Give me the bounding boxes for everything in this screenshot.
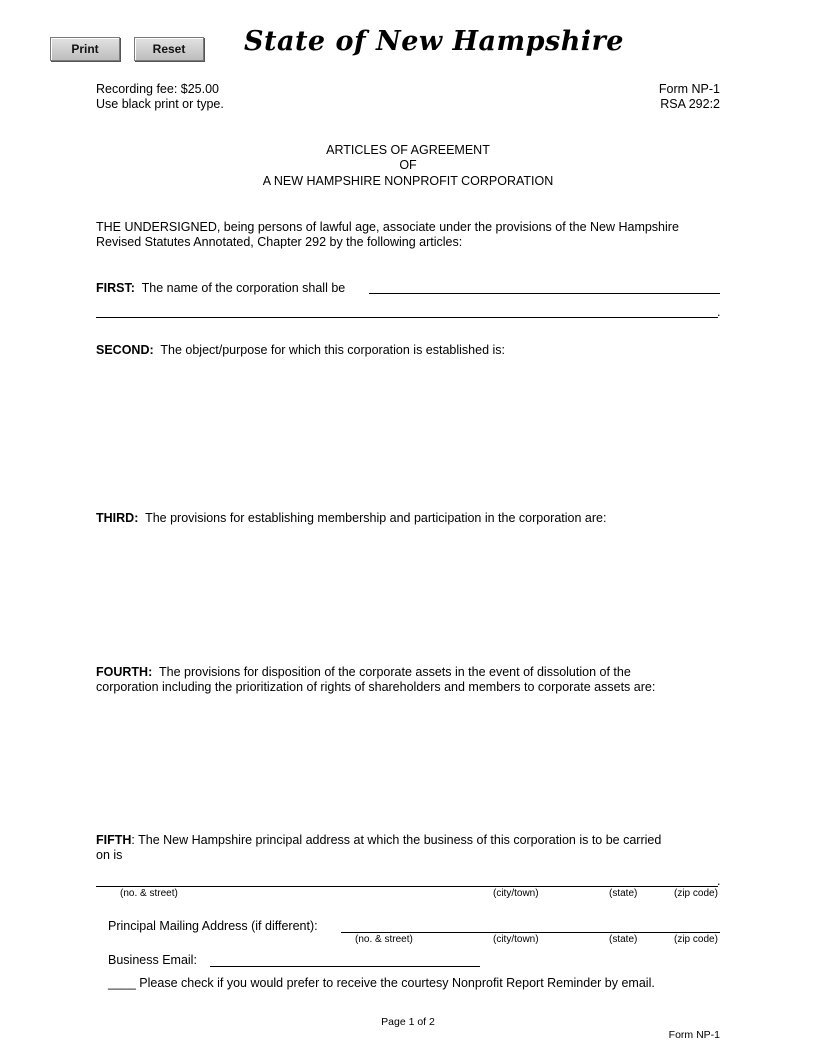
print-button[interactable]: Print <box>50 37 120 61</box>
fourth-label: FOURTH: <box>96 665 153 679</box>
mailing-label-street: (no. & street) <box>355 934 413 945</box>
heading-line-2: OF <box>399 158 417 172</box>
third-label: THIRD: <box>96 511 139 525</box>
intro-line-2: Revised Statutes Annotated, Chapter 292 by the following articles: <box>96 235 463 249</box>
dissolution-field[interactable] <box>96 700 720 825</box>
article-second <box>96 343 505 357</box>
label-state: (state) <box>609 888 638 899</box>
mailing-label-city: (city/town) <box>493 934 539 945</box>
third-text: The provisions for establishing membership and participation in the corporation are: <box>145 511 607 525</box>
reset-button[interactable]: Reset <box>134 37 204 61</box>
page-number: Page 1 of 2 <box>381 1016 435 1028</box>
mailing-label-zip: (zip code) <box>674 934 718 945</box>
business-email-field[interactable] <box>210 966 480 967</box>
rsa-reference: RSA 292:2 <box>660 97 720 111</box>
heading-line-3: A NEW HAMPSHIRE NONPROFIT CORPORATION <box>262 174 554 188</box>
recording-fee: Recording fee: $25.00 <box>96 82 220 96</box>
article-third <box>96 511 606 525</box>
fifth-label: FIFTH <box>96 833 132 847</box>
reminder-checkbox[interactable]: ____ <box>108 976 136 990</box>
membership-field[interactable] <box>96 530 720 655</box>
form-number: Form NP-1 <box>658 82 720 96</box>
label-street: (no. & street) <box>120 888 178 899</box>
print-instruction: Use black print or type. <box>96 97 224 111</box>
reminder-text: Please check if you would prefer to receive the courtesy Nonprofit Report Reminder by email. <box>139 976 655 990</box>
mailing-address-field[interactable] <box>341 932 720 933</box>
label-zip: (zip code) <box>674 888 718 899</box>
heading-line-1: ARTICLES OF AGREEMENT <box>326 143 490 157</box>
reminder-line <box>108 976 655 990</box>
mailing-address-label: Principal Mailing Address (if different): <box>108 919 318 933</box>
business-email-label: Business Email: <box>108 953 197 967</box>
second-text: The object/purpose for which this corporation is established is: <box>160 343 506 357</box>
purpose-field[interactable] <box>96 362 720 502</box>
fourth-text-2: corporation including the prioritization of rights of shareholders and members to corporate assets are: <box>96 680 656 694</box>
article-first <box>96 281 345 295</box>
fourth-text-1: The provisions for disposition of the corporate assets in the event of dissolution of the <box>158 665 631 679</box>
second-label: SECOND: <box>96 343 154 357</box>
page-title: State of New Hampshire <box>244 26 624 57</box>
first-period: . <box>717 305 721 319</box>
article-fourth <box>96 665 631 679</box>
corporation-name-field-2[interactable] <box>96 317 718 318</box>
intro-line-1: THE UNDERSIGNED, being persons of lawful age, associate under the provisions of the New Hampshire <box>96 220 679 234</box>
article-fifth <box>96 833 661 847</box>
first-label: FIRST: <box>96 281 135 295</box>
first-text: The name of the corporation shall be <box>141 281 346 295</box>
principal-address-field[interactable] <box>96 886 718 887</box>
footer-form-number: Form NP-1 <box>668 1029 720 1041</box>
label-city: (city/town) <box>493 888 539 899</box>
fifth-period: . <box>717 874 721 888</box>
mailing-label-state: (state) <box>609 934 638 945</box>
fifth-text-2: on is <box>96 848 123 862</box>
corporation-name-field[interactable] <box>369 293 720 294</box>
fifth-text-1: : The New Hampshire principal address at which the business of this corporation is to be carried <box>131 833 662 847</box>
